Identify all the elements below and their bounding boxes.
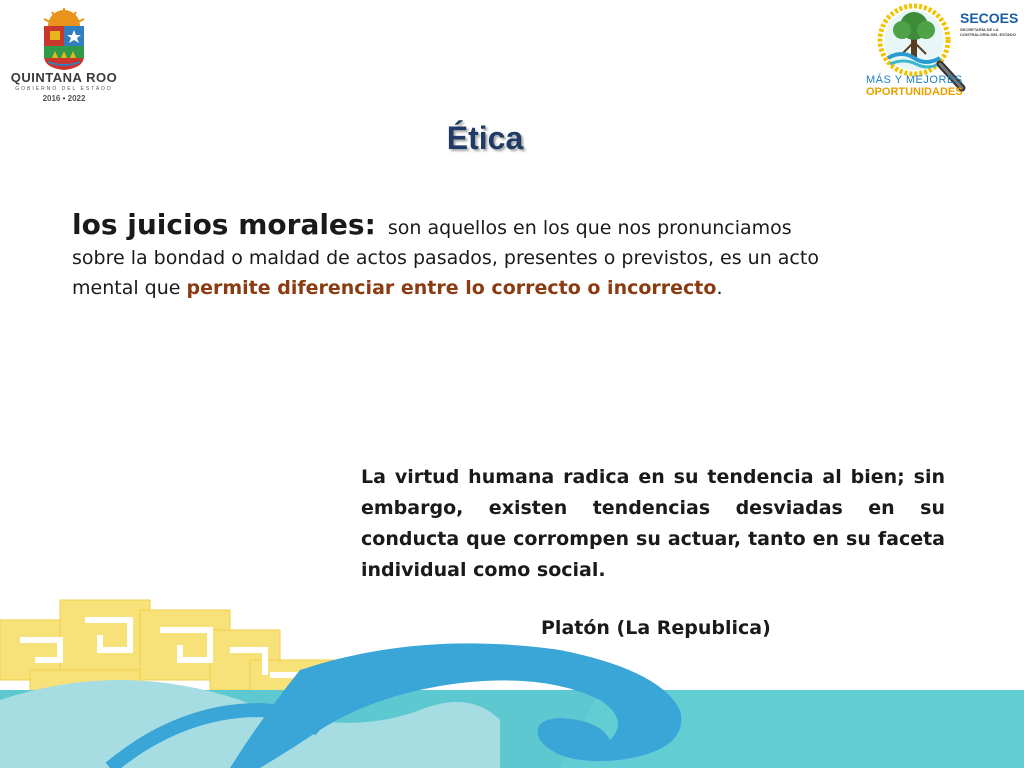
logo-right-small-text: SECRETARÍA DE LA CONTRALORÍA DEL ESTADO	[960, 27, 1016, 37]
logo-right-tagline-2: OPORTUNIDADES	[866, 86, 963, 98]
quote-text: La virtud humana radica en su tendencia al bien; sin embargo, existen tendencias desviadas en su conducta que corrompen su actuar, tanto en su faceta individual como social.	[361, 466, 945, 581]
logo-right-tagline-1: MÁS Y MEJORES	[866, 74, 963, 86]
logo-left-name: QUINTANA ROO	[10, 70, 118, 85]
quintana-roo-logo	[8, 4, 118, 104]
definition-term: los juicios morales:	[72, 208, 376, 241]
definition-text: son aquellos en los que nos pronunciamos sobre la bondad o maldad de actos pasados, presentes o previstos, es un acto mental que	[72, 217, 819, 299]
wave-pattern-decoration	[0, 590, 1024, 768]
logo-left-years: 2016 • 2022	[42, 94, 86, 103]
slide-title: Ética	[446, 120, 524, 156]
definition-highlight: permite diferenciar entre lo correcto o incorrecto	[186, 277, 717, 299]
quote-author: Platón (La Republica)	[541, 617, 771, 639]
secoes-logo	[862, 2, 1022, 102]
definition-end: .	[716, 277, 723, 299]
logo-left-subtitle: GOBIERNO DEL ESTADO	[15, 86, 113, 92]
shield-icon	[8, 4, 120, 72]
logo-right-brand: SECOES	[960, 10, 1019, 26]
definition-paragraph	[72, 210, 832, 303]
